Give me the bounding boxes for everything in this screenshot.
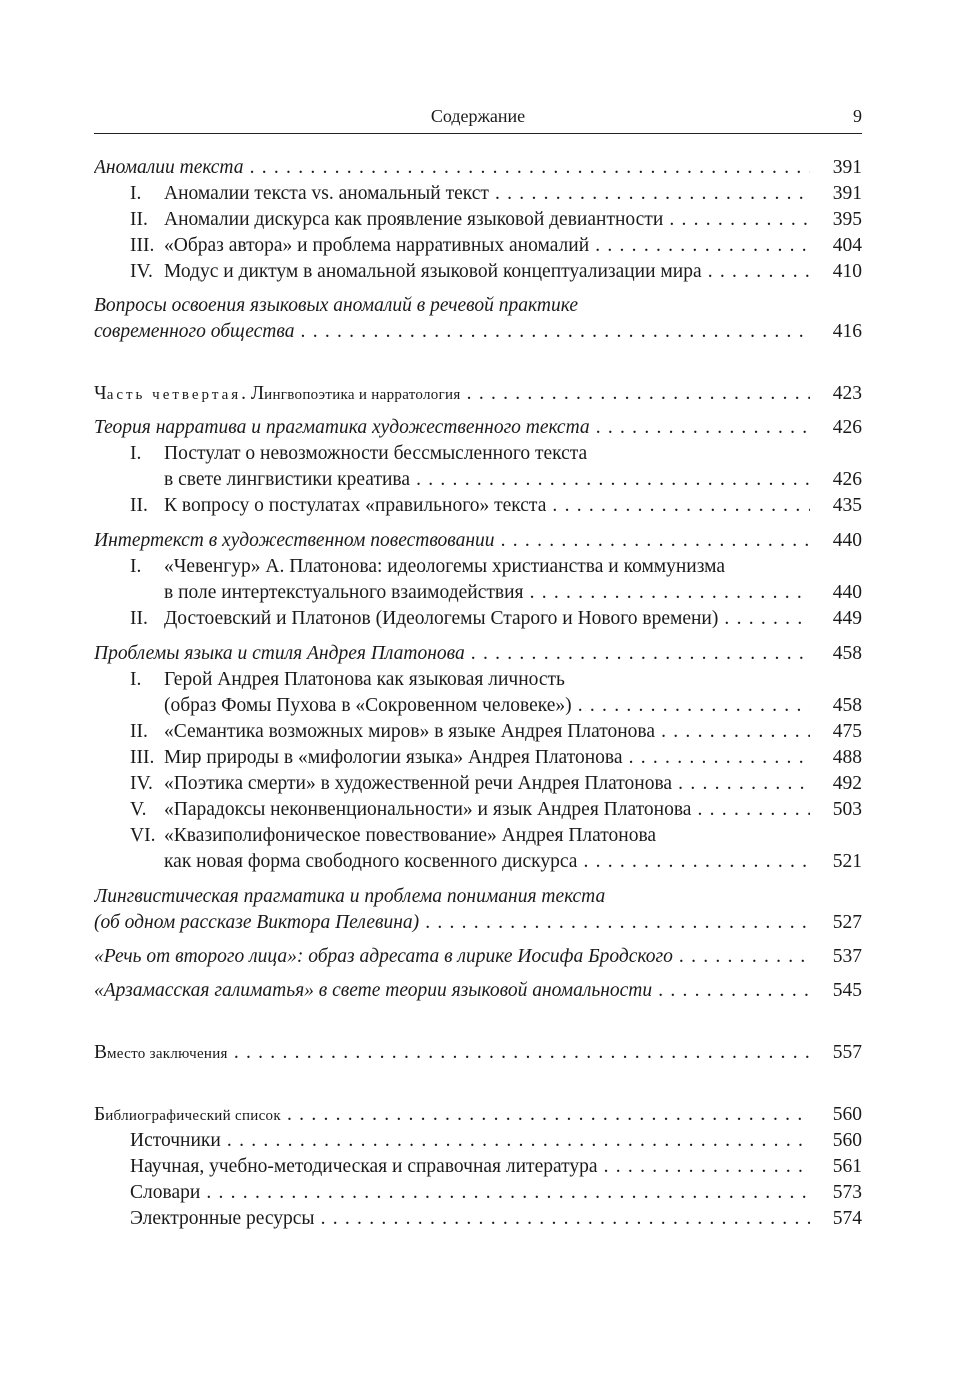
- toc-entry-line1[interactable]: [94, 823, 862, 849]
- toc-page: 574: [832, 1208, 862, 1229]
- toc-title: К вопросу о постулатах «правильного» текста: [164, 495, 547, 516]
- toc-entry[interactable]: [94, 606, 862, 632]
- leader-dots: [294, 321, 810, 342]
- toc-numeral: I.: [130, 443, 142, 464]
- toc-page: 435: [832, 495, 862, 516]
- toc-entry[interactable]: [94, 944, 862, 970]
- toc-title: Вопросы освоения языковых аномалий в речевой практике: [94, 295, 579, 316]
- toc-title: «Поэтика смерти» в художественной речи Андрея Платонова: [164, 773, 673, 794]
- toc-numeral: I.: [130, 183, 142, 204]
- toc-entry[interactable]: [94, 1180, 862, 1206]
- toc-entry[interactable]: [94, 415, 862, 441]
- toc-page: 475: [832, 721, 862, 742]
- toc-page: 410: [832, 261, 862, 282]
- toc-part-four[interactable]: [94, 381, 862, 407]
- toc-entry-bibliography[interactable]: [94, 1102, 862, 1128]
- toc-entry[interactable]: [94, 580, 862, 606]
- toc-entry[interactable]: [94, 910, 862, 936]
- toc-page: 537: [832, 946, 862, 967]
- leader-dots: [465, 643, 810, 664]
- leader-dots: [524, 582, 811, 603]
- toc-entry[interactable]: [94, 467, 862, 493]
- toc-title: как новая форма свободного косвенного дискурса: [164, 851, 578, 872]
- part-label: Часть четвертая. Лингвопоэтика и нарратология: [94, 383, 461, 404]
- toc-page: 416: [832, 321, 862, 342]
- leader-dots: [590, 417, 810, 438]
- toc-title: Модус и диктум в аномальной языковой концептуализации мира: [164, 261, 702, 282]
- toc-entry[interactable]: [94, 693, 862, 719]
- toc-numeral: VI.: [130, 825, 156, 846]
- toc-numeral: II.: [130, 209, 148, 230]
- leader-dots: [673, 946, 810, 967]
- toc-page: 440: [832, 530, 862, 551]
- toc-title: современного общества: [94, 321, 295, 342]
- toc-numeral: IV.: [130, 261, 153, 282]
- toc-page: 527: [832, 912, 862, 933]
- toc-numeral: V.: [130, 799, 147, 820]
- toc-entry[interactable]: [94, 719, 862, 745]
- toc-page: 449: [832, 608, 862, 629]
- toc-entry[interactable]: [94, 1206, 862, 1232]
- toc-entry-line1[interactable]: [94, 667, 862, 693]
- running-head: [94, 104, 862, 130]
- toc-numeral: III.: [130, 235, 155, 256]
- toc-title: в свете лингвистики креатива: [164, 469, 411, 490]
- toc-page: 521: [832, 851, 862, 872]
- toc-page: 395: [832, 209, 862, 230]
- toc-page: 573: [832, 1182, 862, 1203]
- toc-title: Научная, учебно-методическая и справочная литература: [130, 1156, 598, 1177]
- leader-dots: [718, 608, 810, 629]
- toc-title: Теория нарратива и прагматика художественного текста: [94, 417, 590, 438]
- toc-title: Достоевский и Платонов (Идеологемы Старого и Нового времени): [164, 608, 719, 629]
- toc-entry[interactable]: [94, 1154, 862, 1180]
- toc-entry-line1[interactable]: [94, 441, 862, 467]
- toc-numeral: III.: [130, 747, 155, 768]
- toc-title: «Арзамасская галиматья» в свете теории языковой аномальности: [94, 980, 653, 1001]
- toc-title: в поле интертекстуального взаимодействия: [164, 582, 524, 603]
- leader-dots: [221, 1130, 810, 1151]
- toc-numeral: II.: [130, 495, 148, 516]
- toc-title: Мир природы в «мифологии языка» Андрея Платонова: [164, 747, 623, 768]
- leader-dots: [244, 157, 810, 178]
- leader-dots: [572, 695, 810, 716]
- toc-page: 545: [832, 980, 862, 1001]
- toc-title: Аномалии дискурса как проявление языковой девиантности: [164, 209, 664, 230]
- toc-numeral: IV.: [130, 773, 153, 794]
- toc-numeral: II.: [130, 721, 148, 742]
- toc-title: Проблемы языка и стиля Андрея Платонова: [94, 643, 465, 664]
- toc-entry[interactable]: [94, 745, 862, 771]
- toc-entry[interactable]: [94, 259, 862, 285]
- toc-title: «Речь от второго лица»: образ адресата в лирике Иосифа Бродского: [94, 946, 673, 967]
- toc-title: Герой Андрея Платонова как языковая личность: [164, 669, 565, 690]
- toc-numeral: I.: [130, 556, 142, 577]
- toc-title: Постулат о невозможности бессмысленного текста: [164, 443, 588, 464]
- leader-dots: [702, 261, 810, 282]
- toc-page: 561: [832, 1156, 862, 1177]
- leader-dots: [546, 495, 810, 516]
- toc-title: «Семантика возможных миров» в языке Андрея Платонова: [164, 721, 656, 742]
- leader-dots: [489, 183, 810, 204]
- leader-dots: [419, 912, 810, 933]
- page-number: 9: [853, 106, 862, 126]
- toc-entry-conclusion[interactable]: [94, 1040, 862, 1066]
- toc-page: 391: [832, 157, 862, 178]
- header-rule: [94, 133, 862, 134]
- toc-numeral: II.: [130, 608, 148, 629]
- leader-dots: [315, 1208, 810, 1229]
- toc-entry[interactable]: [94, 181, 862, 207]
- toc-page: 440: [832, 582, 862, 603]
- leader-dots: [495, 530, 810, 551]
- toc-title: «Образ автора» и проблема нарративных аномалий: [164, 235, 590, 256]
- toc-entry[interactable]: [94, 233, 862, 259]
- leader-dots: [200, 1182, 810, 1203]
- leader-dots: [461, 383, 810, 404]
- leader-dots: [589, 235, 810, 256]
- leader-dots: [281, 1104, 810, 1125]
- running-head-title: Содержание: [430, 106, 526, 126]
- toc-entry[interactable]: [94, 849, 862, 875]
- toc-page: 560: [832, 1104, 862, 1125]
- toc-title: Вместо заключения: [94, 1042, 228, 1063]
- toc-page: 492: [832, 773, 862, 794]
- toc-title: Электронные ресурсы: [130, 1208, 315, 1229]
- toc-title: Лингвистическая прагматика и проблема понимания текста: [94, 886, 606, 907]
- toc-entry[interactable]: [94, 797, 862, 823]
- toc-page: 426: [832, 417, 862, 438]
- toc-title: Источники: [130, 1130, 221, 1151]
- toc-page: 404: [832, 235, 862, 256]
- leader-dots: [652, 980, 810, 1001]
- toc-page: 426: [832, 469, 862, 490]
- toc-page: 458: [832, 643, 862, 664]
- leader-dots: [672, 773, 810, 794]
- toc-entry[interactable]: [94, 1128, 862, 1154]
- toc-entry[interactable]: [94, 978, 862, 1004]
- toc-entry-line1[interactable]: [94, 884, 862, 910]
- toc-page: 458: [832, 695, 862, 716]
- toc-title: Аномалии текста: [94, 157, 244, 178]
- toc-numeral: I.: [130, 669, 142, 690]
- toc-title: Библиографический список: [94, 1104, 281, 1125]
- toc-entry[interactable]: [94, 207, 862, 233]
- leader-dots: [663, 209, 810, 230]
- toc-page: 423: [832, 383, 862, 404]
- toc-title: «Квазиполифоническое повествование» Андрея Платонова: [164, 825, 657, 846]
- toc-title: «Парадоксы неконвенциональности» и язык Андрея Платонова: [164, 799, 692, 820]
- toc-entry[interactable]: [94, 319, 862, 345]
- leader-dots: [691, 799, 810, 820]
- toc-page: 503: [832, 799, 862, 820]
- toc-title: (образ Фомы Пухова в «Сокровенном человеке»): [164, 695, 572, 716]
- toc-title: Аномалии текста vs. аномальный текст: [164, 183, 489, 204]
- toc-entry[interactable]: [94, 771, 862, 797]
- toc-title: Словари: [130, 1182, 201, 1203]
- toc-page: 560: [832, 1130, 862, 1151]
- toc-entry-line1[interactable]: [94, 293, 862, 319]
- toc-entry-anomalies[interactable]: [94, 155, 862, 181]
- toc-entry[interactable]: [94, 493, 862, 519]
- toc-entry-line1[interactable]: [94, 554, 862, 580]
- leader-dots: [598, 1156, 810, 1177]
- leader-dots: [228, 1042, 810, 1063]
- toc-page: 391: [832, 183, 862, 204]
- leader-dots: [655, 721, 810, 742]
- leader-dots: [577, 851, 810, 872]
- toc-title: Интертекст в художественном повествовании: [94, 530, 495, 551]
- toc-entry[interactable]: [94, 528, 862, 554]
- leader-dots: [410, 469, 810, 490]
- toc-page: 488: [832, 747, 862, 768]
- toc-page: 557: [832, 1042, 862, 1063]
- toc-entry[interactable]: [94, 641, 862, 667]
- toc-title: «Чевенгур» А. Платонова: идеологемы христианства и коммунизма: [164, 556, 726, 577]
- leader-dots: [623, 747, 810, 768]
- toc-title: (об одном рассказе Виктора Пелевина): [94, 912, 420, 933]
